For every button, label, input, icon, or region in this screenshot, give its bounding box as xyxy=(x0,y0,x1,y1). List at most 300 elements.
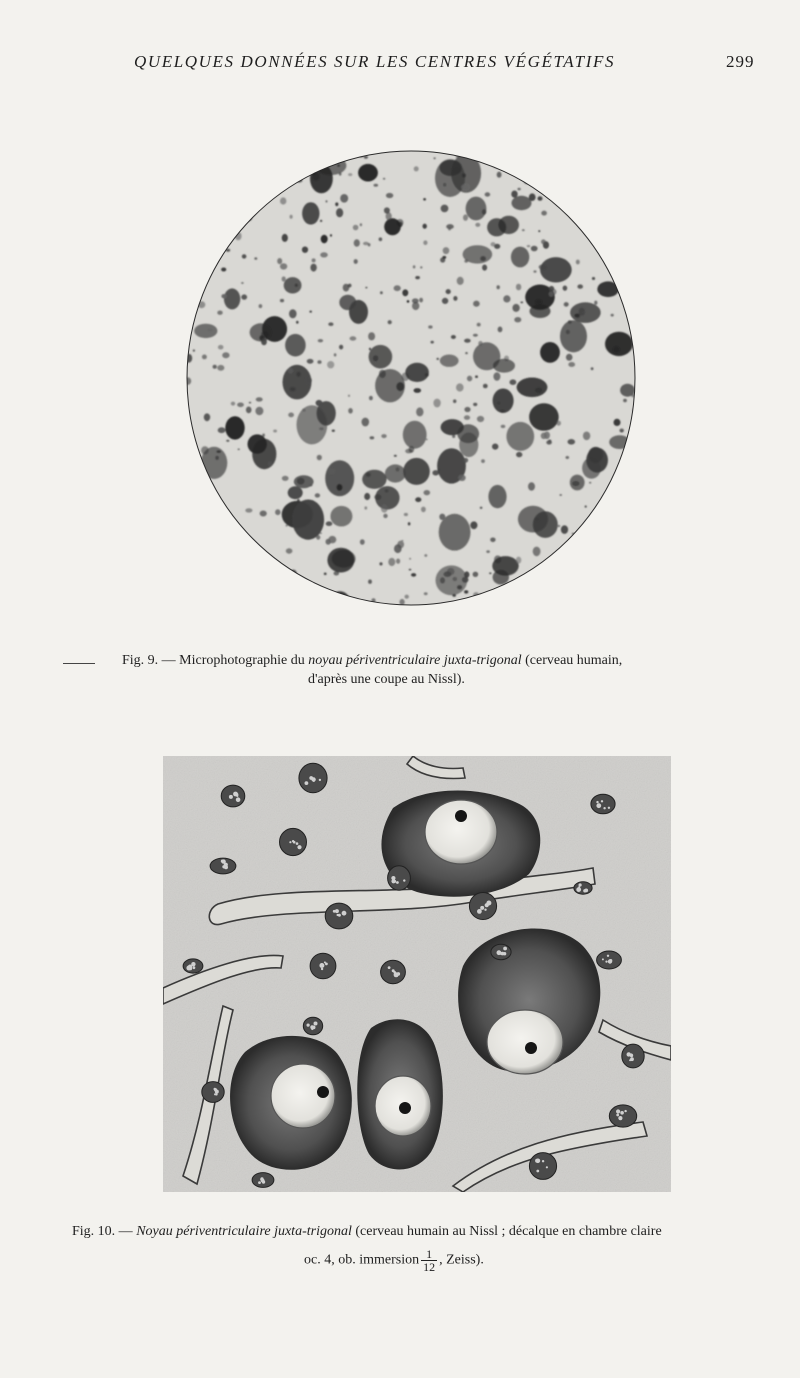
stained-cell xyxy=(514,317,521,322)
stained-cell xyxy=(238,449,240,451)
stained-cell xyxy=(186,248,190,255)
stained-cell xyxy=(288,486,303,499)
stained-cell xyxy=(405,449,412,454)
stained-cell xyxy=(339,345,343,350)
stained-cell xyxy=(600,165,603,168)
stained-cell xyxy=(446,289,451,294)
stained-cell xyxy=(603,543,610,551)
stained-cell xyxy=(595,586,598,590)
chromatin-dot xyxy=(624,1110,626,1112)
stained-cell xyxy=(235,569,239,572)
stained-cell xyxy=(473,301,480,307)
stained-cell xyxy=(492,444,498,450)
stained-cell xyxy=(282,234,288,242)
stained-cell xyxy=(317,360,321,364)
stained-cell xyxy=(325,460,354,496)
stained-cell xyxy=(280,197,286,204)
stained-cell xyxy=(327,548,354,573)
chromatin-dot xyxy=(191,962,195,966)
stained-cell xyxy=(256,397,263,401)
figure-9-caption-line2: d'après une coupe au Nissl). xyxy=(308,672,465,687)
stained-cell xyxy=(327,361,334,368)
figure-9-microphotograph xyxy=(186,150,636,606)
stained-cell xyxy=(306,160,312,165)
stained-cell xyxy=(498,216,519,234)
stained-cell xyxy=(403,458,430,485)
stained-cell xyxy=(255,158,261,166)
stained-cell xyxy=(463,214,468,220)
stained-cell xyxy=(593,551,624,588)
stained-cell xyxy=(394,544,402,553)
stained-cell xyxy=(348,395,350,397)
stained-cell xyxy=(570,475,585,491)
stained-cell xyxy=(516,452,522,457)
stained-cell xyxy=(266,157,271,161)
stained-cell xyxy=(317,455,322,461)
stained-cell xyxy=(501,425,506,428)
stained-cell xyxy=(409,569,412,571)
stained-cell xyxy=(415,497,421,502)
stained-cell xyxy=(302,247,308,253)
stained-cell xyxy=(478,341,482,346)
stained-cell xyxy=(394,285,401,291)
chromatin-dot xyxy=(579,883,582,886)
chromatin-dot xyxy=(335,909,339,913)
stained-cell xyxy=(480,256,486,261)
stained-cell xyxy=(533,547,541,557)
stained-cell xyxy=(493,372,500,381)
chromatin-dot xyxy=(607,955,609,957)
stained-cell xyxy=(414,166,419,171)
chromatin-dot xyxy=(578,886,580,888)
stained-cell xyxy=(597,281,619,297)
stained-cell xyxy=(582,533,590,543)
stained-cell xyxy=(221,585,227,591)
stained-cell xyxy=(231,402,235,406)
stained-cell xyxy=(540,342,560,363)
stained-cell xyxy=(436,358,439,360)
stained-cell xyxy=(404,513,408,516)
stained-cell xyxy=(592,277,595,280)
stained-cell xyxy=(470,521,477,529)
stained-cell xyxy=(370,436,375,439)
stained-cell xyxy=(512,196,532,210)
stained-cell xyxy=(498,327,503,333)
stained-cell xyxy=(189,495,193,499)
stained-cell xyxy=(452,594,456,597)
stained-cell xyxy=(566,354,573,361)
chromatin-dot xyxy=(236,795,238,797)
stained-cell xyxy=(585,505,587,507)
stained-cell xyxy=(462,577,469,583)
stained-cell xyxy=(305,171,309,176)
stained-cell xyxy=(360,223,362,226)
stained-cell xyxy=(385,464,406,482)
chromatin-dot xyxy=(601,800,603,802)
stained-cell xyxy=(405,363,429,382)
stained-cell xyxy=(217,311,222,315)
figure-10-caption-line2 xyxy=(72,1248,772,1273)
stained-cell xyxy=(611,314,614,317)
chromatin-dot xyxy=(618,1116,622,1120)
chromatin-dot xyxy=(397,972,401,976)
stained-cell xyxy=(258,155,262,160)
stained-cell xyxy=(285,334,306,357)
stained-cell xyxy=(591,367,594,370)
stained-cell xyxy=(568,439,576,445)
stained-cell xyxy=(421,507,426,513)
stained-cell xyxy=(617,549,636,565)
chromatin-dot xyxy=(396,881,399,884)
stained-cell xyxy=(598,183,601,186)
chromatin-dot xyxy=(391,876,395,880)
stained-cell xyxy=(275,509,280,515)
stained-cell xyxy=(563,286,568,291)
chromatin-dot xyxy=(297,845,301,849)
stained-cell xyxy=(336,208,343,217)
stained-cell xyxy=(423,224,427,229)
stained-cell xyxy=(230,229,237,234)
stained-cell xyxy=(186,577,209,597)
figure-10-caption-italic: Noyau périventriculaire juxta-trigonal xyxy=(136,1224,352,1239)
stained-cell xyxy=(490,152,508,168)
stained-cell xyxy=(340,194,348,203)
stained-cell xyxy=(277,258,282,264)
stained-cell xyxy=(490,538,495,543)
stained-cell xyxy=(420,266,422,268)
stained-cell xyxy=(482,265,487,271)
stained-cell xyxy=(388,320,392,324)
stained-cell xyxy=(334,353,337,356)
stained-cell xyxy=(219,227,221,229)
stained-cell xyxy=(524,178,532,184)
stained-cell xyxy=(426,439,428,441)
stained-cell xyxy=(463,458,468,463)
stained-cell xyxy=(368,332,375,340)
stained-cell xyxy=(626,283,634,288)
stained-cell xyxy=(305,377,312,385)
stained-cell xyxy=(221,294,226,298)
stained-cell xyxy=(282,276,286,281)
stained-cell xyxy=(310,164,333,193)
stained-cell xyxy=(326,200,328,202)
stained-cell xyxy=(225,416,244,439)
stained-cell xyxy=(583,311,586,313)
stained-cell xyxy=(206,548,210,551)
stained-cell xyxy=(350,336,357,340)
stained-cell xyxy=(424,554,427,557)
chromatin-dot xyxy=(583,889,586,892)
stained-cell xyxy=(379,562,382,565)
stained-cell xyxy=(385,490,389,493)
stained-cell xyxy=(222,352,229,358)
stained-cell xyxy=(339,295,356,310)
stained-cell xyxy=(483,384,488,389)
stained-cell xyxy=(280,263,287,269)
stained-cell xyxy=(627,442,633,447)
page-number: 299 xyxy=(726,52,755,71)
chromatin-dot xyxy=(324,961,326,963)
stained-cell xyxy=(261,338,267,345)
chromatin-dot xyxy=(403,879,405,881)
stained-cell xyxy=(253,583,258,586)
chromatin-dot xyxy=(605,961,607,963)
chromatin-dot xyxy=(314,1022,318,1026)
chromatin-dot xyxy=(258,1181,261,1184)
stained-cell xyxy=(543,591,550,600)
stained-cell xyxy=(237,403,244,408)
stained-cell xyxy=(618,235,636,256)
glial-cell xyxy=(221,785,245,807)
stained-cell xyxy=(433,399,440,408)
stained-cell xyxy=(202,355,207,360)
fraction-numerator: 1 xyxy=(421,1248,437,1261)
stained-cell xyxy=(364,506,367,509)
stained-cell xyxy=(525,576,533,582)
stained-cell xyxy=(282,476,289,481)
stained-cell xyxy=(186,268,188,271)
chromatin-dot xyxy=(321,968,323,970)
stained-cell xyxy=(188,248,195,253)
stained-cell xyxy=(541,239,546,244)
stained-cell xyxy=(423,240,427,245)
stained-cell xyxy=(320,220,322,222)
stained-cell xyxy=(384,218,401,235)
stained-cell xyxy=(533,270,536,273)
stained-cell xyxy=(604,527,621,542)
stained-cell xyxy=(585,521,590,524)
stained-cell xyxy=(335,202,338,206)
figure-10-caption-line1 xyxy=(72,1222,772,1242)
stained-cell xyxy=(199,257,201,258)
stained-cell xyxy=(564,302,569,307)
stained-cell xyxy=(354,239,360,247)
stained-cell xyxy=(544,432,550,440)
stained-cell xyxy=(234,155,239,161)
chromatin-dot xyxy=(546,1166,548,1168)
chromatin-dot xyxy=(536,1159,541,1164)
stained-cell xyxy=(402,289,408,296)
stained-cell xyxy=(260,511,267,517)
stained-cell xyxy=(538,230,540,232)
stained-cell xyxy=(556,421,561,426)
glial-cell xyxy=(591,794,615,814)
figure-10-drawing xyxy=(163,756,671,1192)
stained-cell xyxy=(540,579,544,582)
chromatin-dot xyxy=(392,969,395,972)
glial-cell xyxy=(388,866,411,890)
stained-cell xyxy=(210,182,214,186)
stained-cell xyxy=(186,194,191,200)
stained-cell xyxy=(353,225,359,231)
chromatin-dot xyxy=(388,966,391,969)
stained-cell xyxy=(368,243,371,246)
stained-cell xyxy=(193,349,195,351)
stained-cell xyxy=(379,237,383,241)
chromatin-dot xyxy=(609,959,612,962)
stained-cell xyxy=(214,252,218,254)
stained-cell xyxy=(566,456,570,459)
stained-cell xyxy=(310,264,316,272)
chromatin-dot xyxy=(602,958,604,960)
glial-cell xyxy=(574,882,592,894)
stained-cell xyxy=(559,494,562,496)
chromatin-dot xyxy=(311,1028,313,1030)
chromatin-dot xyxy=(630,1057,634,1061)
stained-cell xyxy=(520,302,523,304)
stained-cell xyxy=(296,321,299,324)
neuron-3 xyxy=(230,1036,352,1170)
chromatin-dot xyxy=(616,1114,619,1117)
stained-cell xyxy=(486,550,490,553)
stained-cell xyxy=(332,430,335,432)
stained-cell xyxy=(440,355,459,367)
stained-cell xyxy=(245,508,252,512)
stained-cell xyxy=(456,383,464,391)
stained-cell xyxy=(493,359,515,373)
stained-cell xyxy=(604,600,611,604)
stained-cell xyxy=(204,413,210,421)
stained-cell xyxy=(374,184,379,187)
stained-cell xyxy=(354,259,358,264)
stained-cell xyxy=(540,257,572,282)
stained-cell xyxy=(241,282,244,284)
chromatin-dot xyxy=(214,1088,217,1091)
stained-cell xyxy=(212,211,218,217)
stained-cell xyxy=(577,284,583,288)
stained-cell xyxy=(441,419,464,435)
chromatin-dot xyxy=(262,1180,265,1183)
chromatin-dot xyxy=(319,779,321,781)
stained-cell xyxy=(358,164,378,182)
stained-cell xyxy=(348,408,353,414)
stained-cell xyxy=(312,158,315,162)
stained-cell xyxy=(343,284,350,292)
stained-cell xyxy=(280,299,284,302)
stained-cell xyxy=(408,522,411,525)
stained-cell xyxy=(530,600,536,604)
stained-cell xyxy=(434,157,436,159)
stained-cell xyxy=(244,583,261,594)
stained-cell xyxy=(362,418,370,427)
stained-cell xyxy=(624,506,627,509)
stained-cell xyxy=(511,247,529,268)
stained-cell xyxy=(423,198,426,201)
stained-cell xyxy=(459,433,478,458)
stained-cell xyxy=(528,482,535,490)
stained-cell xyxy=(415,276,420,279)
stained-cell xyxy=(419,298,423,303)
stained-cell xyxy=(600,233,603,237)
stained-cell xyxy=(620,525,623,528)
stained-cell xyxy=(381,504,388,512)
chromatin-dot xyxy=(620,1111,624,1115)
stained-cell xyxy=(196,568,198,569)
stained-cell xyxy=(467,376,472,382)
stained-cell xyxy=(221,268,226,272)
stained-cell xyxy=(560,320,587,352)
stained-cell xyxy=(529,403,559,431)
stained-cell xyxy=(380,291,383,294)
stained-cell xyxy=(620,161,626,167)
stained-cell xyxy=(288,152,291,155)
chromatin-dot xyxy=(616,1109,620,1113)
stained-cell xyxy=(546,440,552,444)
stained-cell xyxy=(473,403,477,406)
stained-cell xyxy=(302,409,306,412)
stained-cell xyxy=(360,539,365,545)
stained-cell xyxy=(527,245,530,247)
chromatin-dot xyxy=(603,807,605,809)
running-head: QUELQUES DONNÉES SUR LES CENTRES VÉGÉTATIFS xyxy=(134,52,616,71)
stained-cell xyxy=(489,572,492,574)
stained-cell xyxy=(488,485,506,508)
stained-cell xyxy=(574,314,579,318)
stained-cell xyxy=(464,339,471,343)
stained-cell xyxy=(477,416,484,422)
stained-cell xyxy=(485,192,491,196)
stained-cell xyxy=(633,289,636,292)
stained-cell xyxy=(330,234,332,237)
stained-cell xyxy=(189,214,193,218)
stained-cell xyxy=(330,506,352,527)
stained-cell xyxy=(320,252,328,257)
chromatin-dot xyxy=(236,797,241,802)
stained-cell xyxy=(383,514,387,518)
stained-cell xyxy=(633,544,635,546)
stained-cell xyxy=(541,211,547,216)
stained-cell xyxy=(416,407,423,416)
stained-cell xyxy=(477,323,481,327)
stained-cell xyxy=(593,235,595,238)
stained-cell xyxy=(440,577,445,583)
stained-cell xyxy=(473,334,478,337)
stained-cell xyxy=(411,573,416,577)
stained-cell xyxy=(516,557,521,564)
stained-cell xyxy=(511,191,517,198)
chromatin-dot xyxy=(296,842,299,845)
stained-cell xyxy=(217,512,222,516)
stained-cell xyxy=(625,288,627,290)
stained-cell xyxy=(299,597,304,600)
stained-cell xyxy=(516,284,521,291)
stained-cell xyxy=(386,193,393,198)
stained-cell xyxy=(624,503,631,510)
stained-cell xyxy=(457,277,464,285)
stained-cell xyxy=(619,468,623,472)
stained-cell xyxy=(458,475,465,481)
stained-cell xyxy=(312,258,316,262)
stained-cell xyxy=(394,455,397,457)
fraction-denominator: 12 xyxy=(423,1260,436,1274)
stained-cell xyxy=(204,590,224,606)
stained-cell xyxy=(324,573,327,576)
stained-cell xyxy=(198,253,203,256)
stained-cell xyxy=(224,288,240,309)
stained-cell xyxy=(506,422,534,451)
stained-cell xyxy=(318,339,323,342)
stained-cell xyxy=(614,419,621,426)
stained-cell xyxy=(503,295,510,302)
stained-cell xyxy=(442,298,448,304)
stained-cell xyxy=(209,577,236,606)
stained-cell xyxy=(623,300,628,304)
stained-cell xyxy=(226,440,229,442)
stained-cell xyxy=(369,396,373,400)
stained-cell xyxy=(194,539,200,546)
stained-cell xyxy=(316,535,320,540)
stained-cell xyxy=(307,359,314,364)
